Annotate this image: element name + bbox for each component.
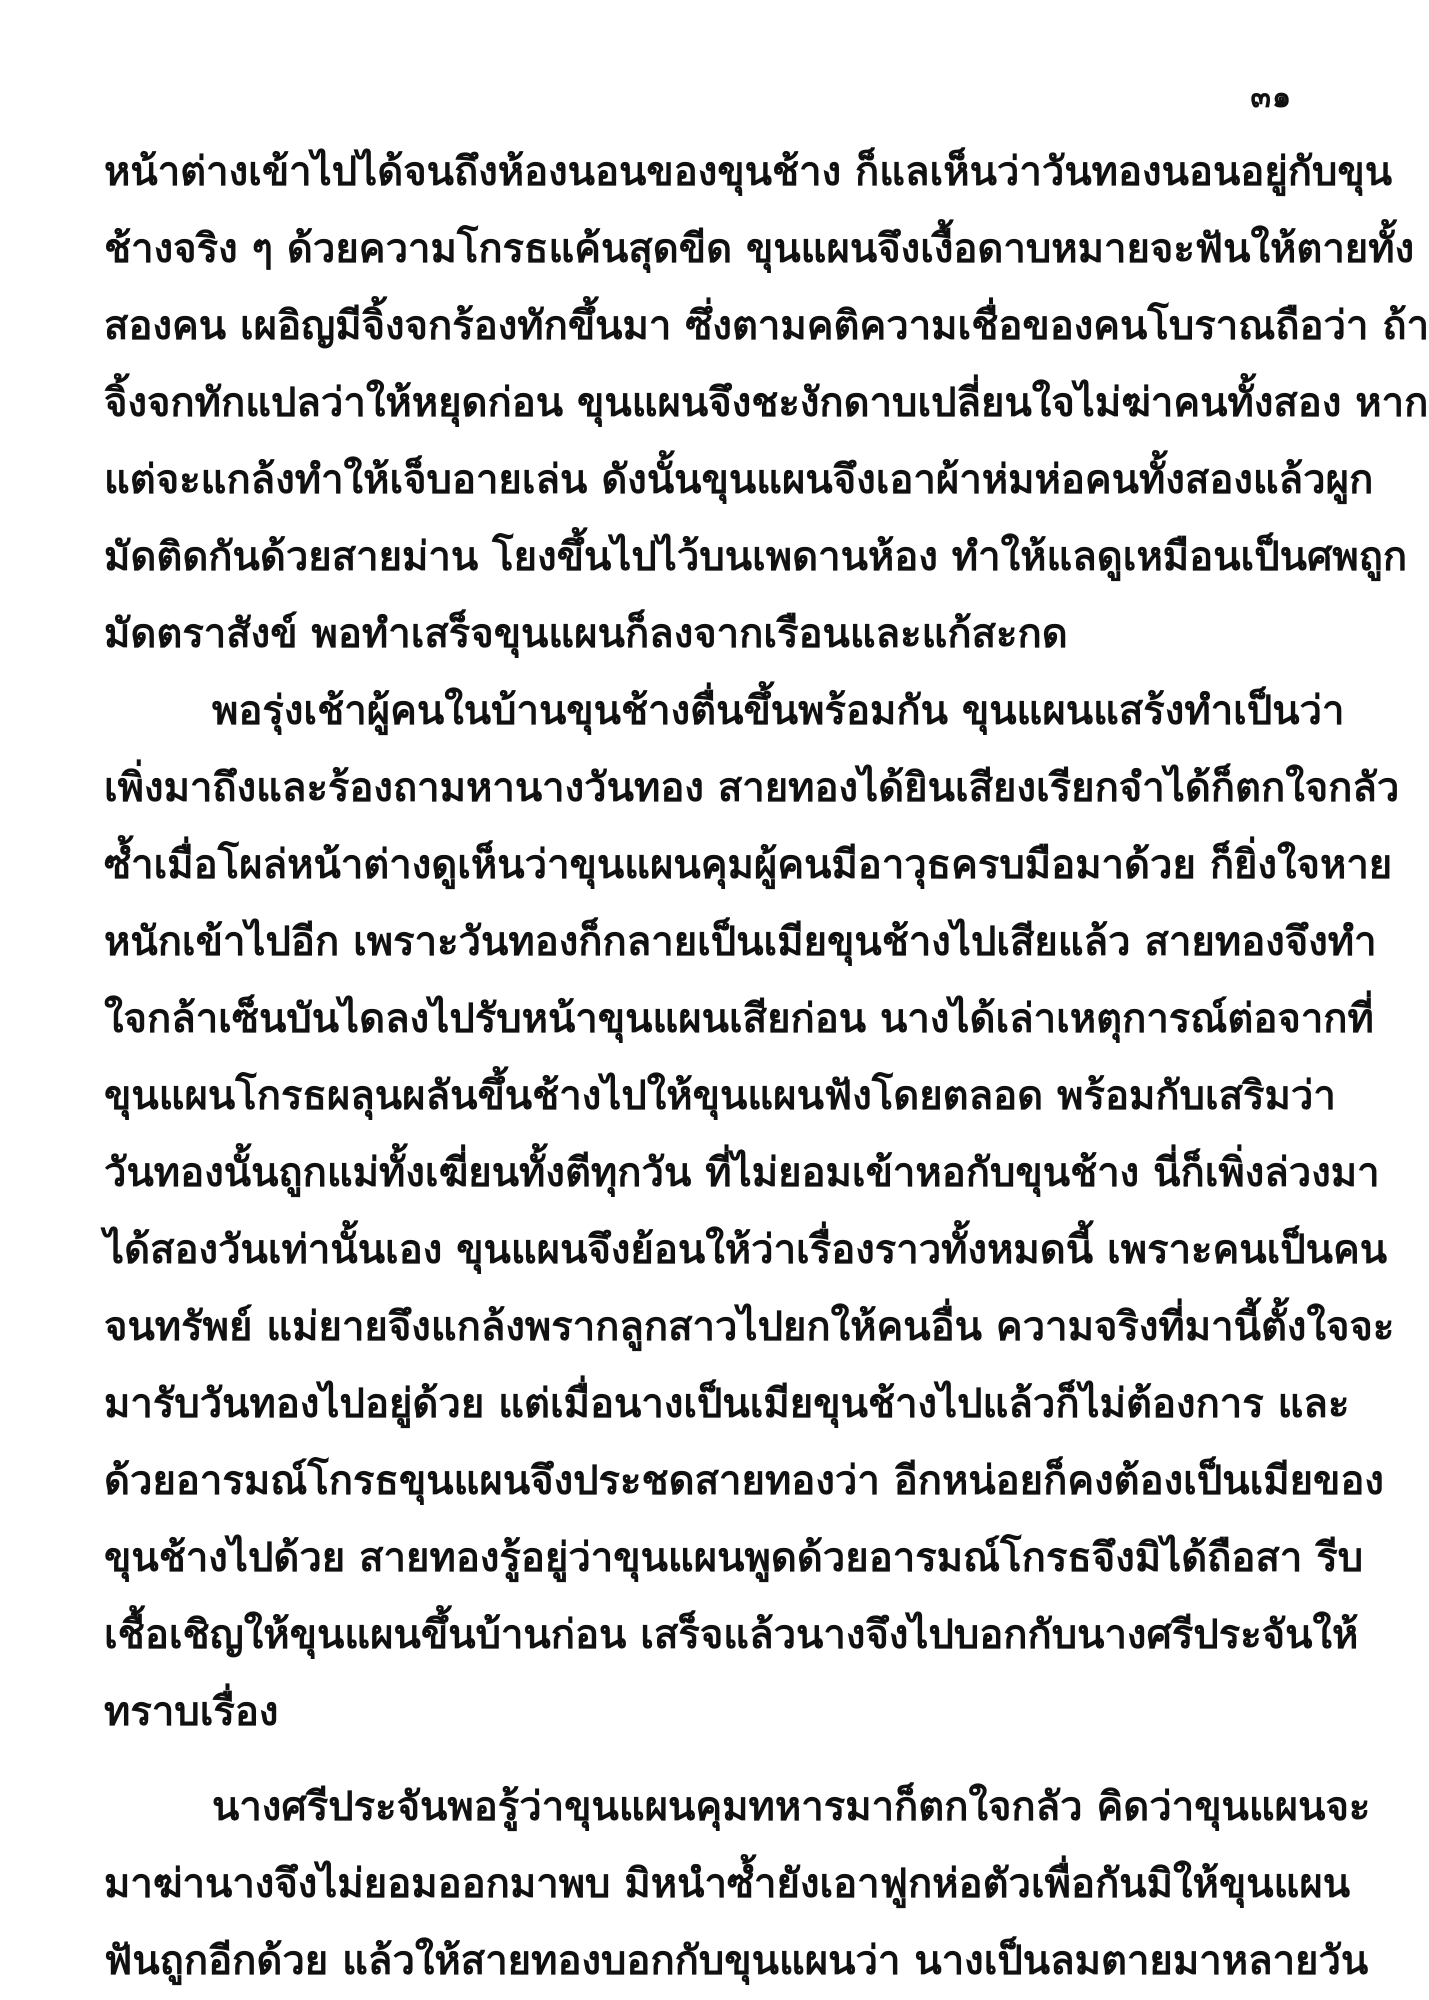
paragraph-1 bbox=[104, 134, 1429, 673]
text-line: ด้วยอารมณ์โกรธขุนแผนจึงประชดสายทองว่า อีกหน่อยก็คงต้องเป็นเมียของ bbox=[104, 1458, 1384, 1504]
text-line: ขุนแผนโกรธผลุนผลันขึ้นช้างไปให้ขุนแผนฟังโดยตลอด พร้อมกับเสริมว่า bbox=[104, 1073, 1336, 1119]
page-number: ๓๑ bbox=[1250, 80, 1292, 115]
text-line: ทราบเรื่อง bbox=[104, 1689, 279, 1735]
text-line: มัดติดกันด้วยสายม่าน โยงขึ้นไปไว้บนเพดานห้อง ทำให้แลดูเหมือนเป็นศพถูก bbox=[104, 534, 1408, 580]
paragraph-2 bbox=[104, 673, 1400, 1751]
paragraph-spacing bbox=[104, 1751, 1292, 1769]
text-line: แต่จะแกล้งทำให้เจ็บอายเล่น ดังนั้นขุนแผนจึงเอาผ้าห่มห่อคนทั้งสองแล้วผูก bbox=[104, 457, 1374, 503]
text-line: จิ้งจกทักแปลว่าให้หยุดก่อน ขุนแผนจึงชะงักดาบเปลี่ยนใจไม่ฆ่าคนทั้งสอง หาก bbox=[104, 380, 1429, 426]
text-line: ได้สองวันเท่านั้นเอง ขุนแผนจึงย้อนให้ว่าเรื่องราวทั้งหมดนี้ เพราะคนเป็นคน bbox=[104, 1227, 1388, 1273]
text-line: จนทรัพย์ แม่ยายจึงแกล้งพรากลูกสาวไปยกให้คนอื่น ความจริงที่มานี้ตั้งใจจะ bbox=[104, 1304, 1395, 1350]
paragraph-3 bbox=[104, 1769, 1371, 2000]
text-line: ช้างจริง ๆ ด้วยความโกรธแค้นสุดขีด ขุนแผนจึงเงื้อดาบหมายจะฟันให้ตายทั้ง bbox=[104, 226, 1415, 272]
text-line: วันทองนั้นถูกแม่ทั้งเฆี่ยนทั้งตีทุกวัน ที่ไม่ยอมเข้าหอกับขุนช้าง นี่ก็เพิ่งล่วงมา bbox=[104, 1150, 1380, 1196]
text-line: มารับวันทองไปอยู่ด้วย แต่เมื่อนางเป็นเมียขุนช้างไปแล้วก็ไม่ต้องการ และ bbox=[104, 1381, 1350, 1427]
text-line: มัดตราสังข์ พอทำเสร็จขุนแผนก็ลงจากเรือนและแก้สะกด bbox=[104, 611, 1068, 657]
text-line: ฟันถูกอีกด้วย แล้วให้สายทองบอกกับขุนแผนว่า นางเป็นลมตายมาหลายวัน bbox=[104, 1938, 1369, 1984]
text-line: ซ้ำเมื่อโผล่หน้าต่างดูเห็นว่าขุนแผนคุมผู้คนมีอาวุธครบมือมาด้วย ก็ยิ่งใจหาย bbox=[104, 842, 1393, 888]
text-line: เพิ่งมาถึงและร้องถามหานางวันทอง สายทองได้ยินเสียงเรียกจำได้ก็ตกใจกลัว bbox=[104, 765, 1400, 811]
text-line: ขุนช้างไปด้วย สายทองรู้อยู่ว่าขุนแผนพูดด้วยอารมณ์โกรธจึงมิได้ถือสา รีบ bbox=[104, 1535, 1364, 1581]
text-line: มาฆ่านางจึงไม่ยอมออกมาพบ มิหนำซ้ำยังเอาฟูกห่อตัวเพื่อกันมิให้ขุนแผน bbox=[104, 1861, 1351, 1907]
text-line: หน้าต่างเข้าไปได้จนถึงห้องนอนของขุนช้าง ก็แลเห็นว่าวันทองนอนอยู่กับขุน bbox=[104, 149, 1393, 195]
text-line: พอรุ่งเช้าผู้คนในบ้านขุนช้างตื่นขึ้นพร้อมกัน ขุนแผนแสร้งทำเป็นว่า bbox=[212, 688, 1345, 734]
text-line: เชื้อเชิญให้ขุนแผนขึ้นบ้านก่อน เสร็จแล้วนางจึงไปบอกกับนางศรีประจันให้ bbox=[104, 1612, 1359, 1658]
text-line: สองคน เผอิญมีจิ้งจกร้องทักขึ้นมา ซึ่งตามคติความเชื่อของคนโบราณถือว่า ถ้า bbox=[104, 303, 1429, 349]
body-text bbox=[104, 134, 1429, 2000]
text-line: หนักเข้าไปอีก เพราะวันทองก็กลายเป็นเมียขุนช้างไปเสียแล้ว สายทองจึงทำ bbox=[104, 919, 1377, 965]
text-line: นางศรีประจันพอรู้ว่าขุนแผนคุมทหารมาก็ตกใจกลัว คิดว่าขุนแผนจะ bbox=[212, 1784, 1371, 1830]
text-line: ใจกล้าเซ็นบันไดลงไปรับหน้าขุนแผนเสียก่อน นางได้เล่าเหตุการณ์ต่อจากที่ bbox=[104, 996, 1374, 1042]
